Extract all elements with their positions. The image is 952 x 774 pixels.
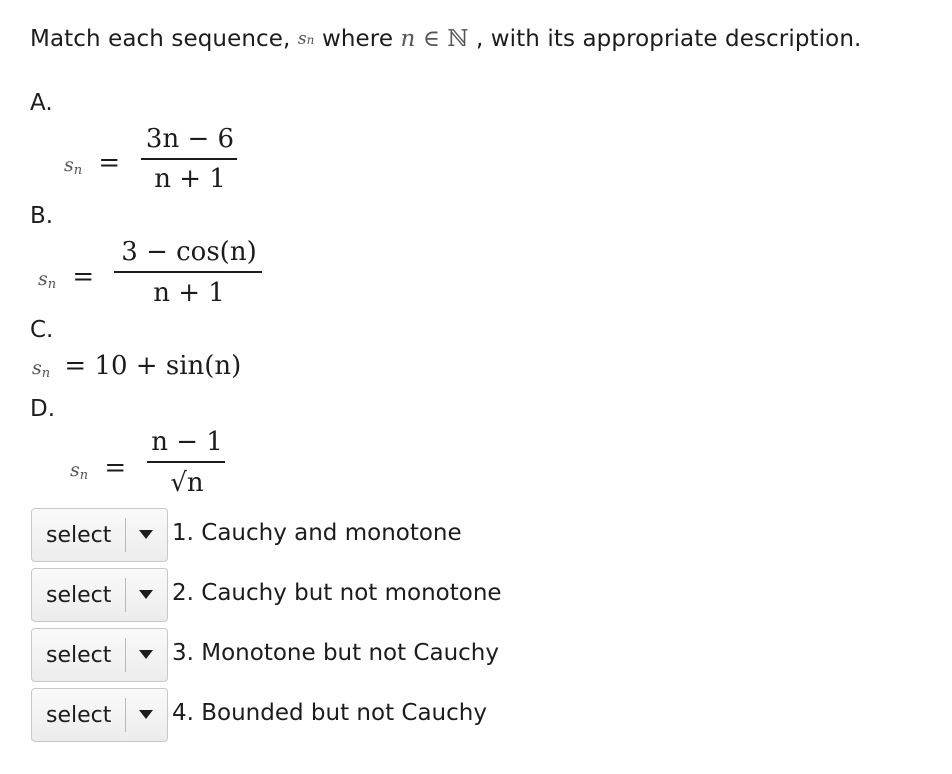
chevron-down-icon (139, 650, 153, 659)
chevron-down-icon (139, 590, 153, 599)
option-a-denominator: n + 1 (154, 164, 226, 194)
option-d-label: D. (30, 396, 56, 422)
prompt-text-end: , with its appropriate description. (475, 26, 862, 52)
option-b-denominator: n + 1 (153, 278, 225, 308)
option-c-expression: $s_n = 10 + \sin(n)$ (32, 351, 242, 381)
select-value: select (46, 583, 112, 608)
select-divider (125, 578, 126, 612)
option-d-fraction-bar (147, 461, 225, 463)
chevron-down-icon (139, 710, 153, 719)
description-3: 3. Monotone but not Cauchy (172, 640, 499, 666)
variable-n: n (400, 26, 416, 52)
description-1: 1. Cauchy and monotone (172, 520, 462, 546)
select-value: select (46, 523, 112, 548)
element-of-symbol: ∈ (422, 26, 440, 52)
select-dropdown-3[interactable] (31, 628, 168, 682)
sequence-symbol: sn (297, 29, 315, 49)
select-divider (125, 638, 126, 672)
option-a-label: A. (30, 90, 53, 116)
question-prompt (30, 26, 861, 52)
option-a-lhs: $s_n$ = (64, 148, 121, 178)
option-a-fraction-bar (141, 158, 237, 160)
select-divider (125, 698, 126, 732)
option-b-fraction-bar (114, 271, 262, 273)
option-b-lhs: $s_n$ = (38, 262, 95, 292)
option-d-numerator: n − 1 (151, 427, 223, 457)
select-value: select (46, 703, 112, 728)
select-divider (125, 518, 126, 552)
description-4: 4. Bounded but not Cauchy (172, 700, 487, 726)
select-value: select (46, 643, 112, 668)
select-dropdown-4[interactable] (31, 688, 168, 742)
option-c-label: C. (30, 317, 54, 343)
select-dropdown-2[interactable] (31, 568, 168, 622)
naturals-symbol: ℕ (447, 26, 469, 52)
option-d-denominator: √n (170, 468, 204, 498)
prompt-where: where (321, 26, 394, 52)
select-dropdown-1[interactable] (31, 508, 168, 562)
description-2: 2. Cauchy but not monotone (172, 580, 502, 606)
option-b-label: B. (30, 203, 54, 229)
option-a-numerator: 3n − 6 (145, 124, 235, 154)
prompt-text-start: Match each sequence, (30, 26, 291, 52)
option-d-lhs: $s_n$ = (70, 453, 127, 483)
chevron-down-icon (139, 530, 153, 539)
option-b-numerator: 3 − cos(n) (121, 237, 257, 267)
